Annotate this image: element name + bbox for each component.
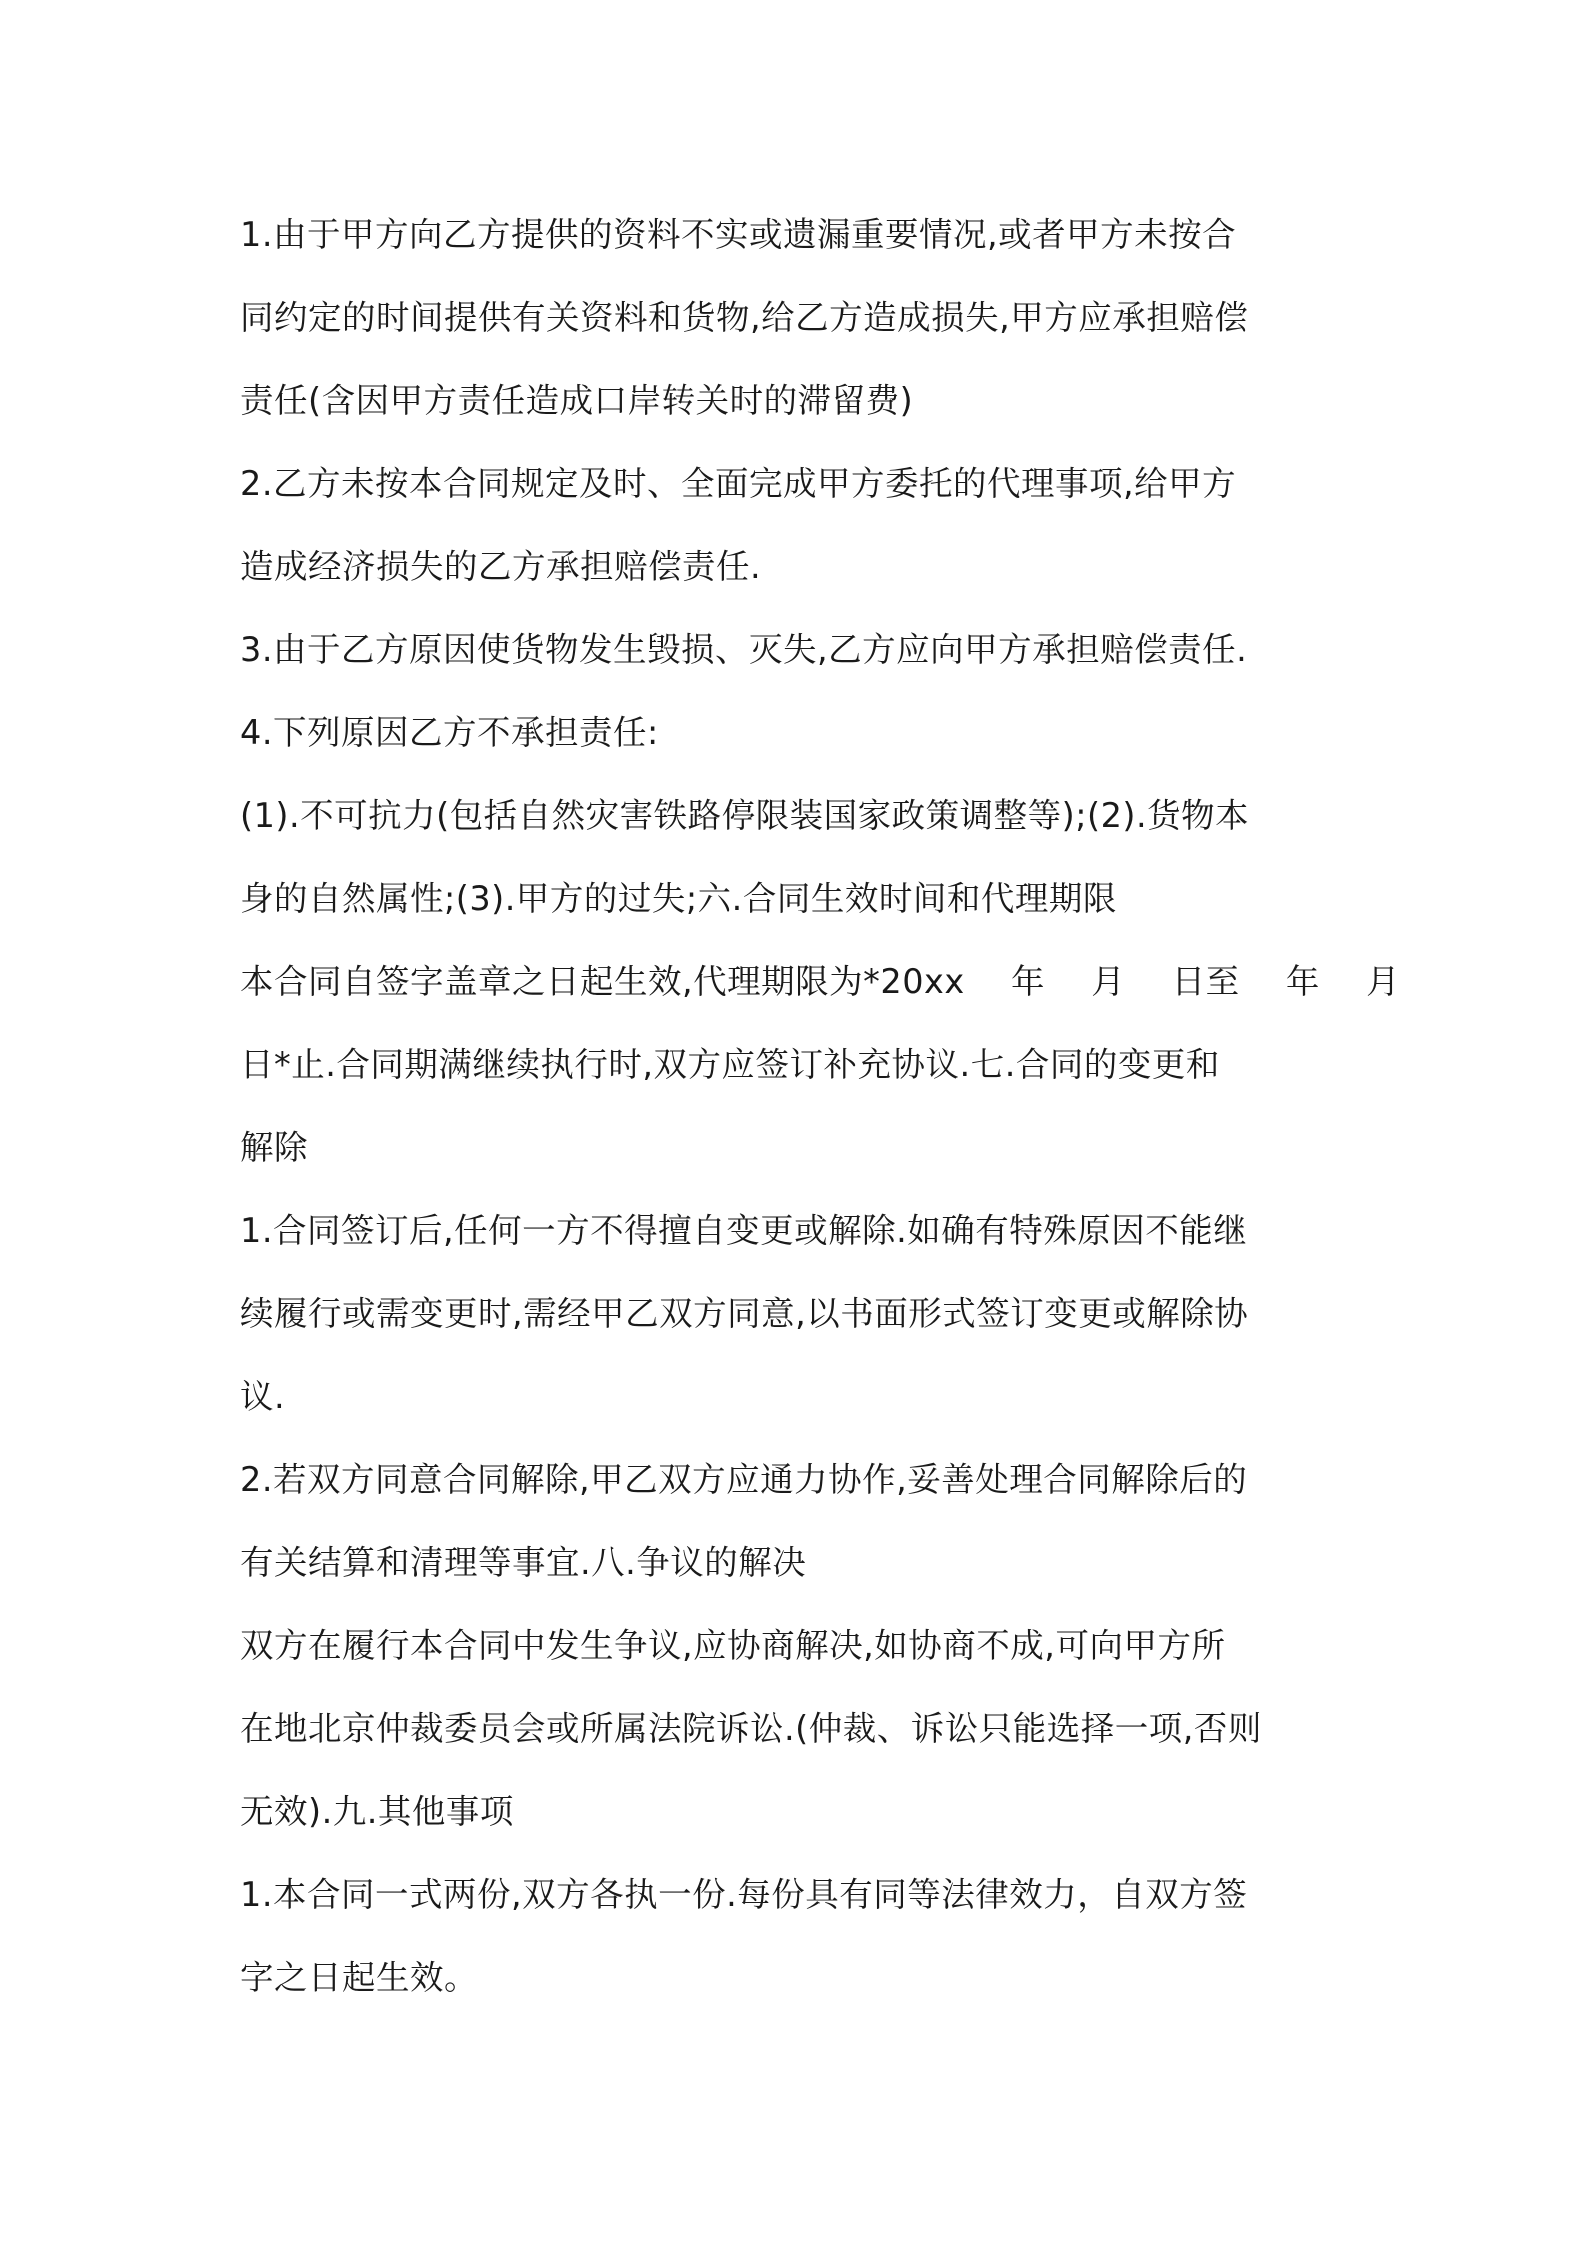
- text-line: (1).不可抗力(包括自然灾害铁路停限装国家政策调整等);(2).货物本: [240, 796, 1250, 835]
- text-line: 造成经济损失的乙方承担赔偿责任.: [240, 547, 762, 586]
- text-line: 1.本合同一式两份,双方各执一份.每份具有同等法律效力，自双方签: [240, 1875, 1248, 1914]
- text-line: 日*止.合同期满继续执行时,双方应签订补充协议.七.合同的变更和: [240, 1045, 1220, 1084]
- text-line: 1.合同签订后,任何一方不得擅自变更或解除.如确有特殊原因不能继: [240, 1211, 1248, 1250]
- text-line: 在地北京仲裁委员会或所属法院诉讼.(仲裁、诉讼只能选择一项,否则: [240, 1709, 1262, 1748]
- text-line: 2.乙方未按本合同规定及时、全面完成甲方委托的代理事项,给甲方: [240, 464, 1237, 503]
- text-line: 双方在履行本合同中发生争议,应协商解决,如协商不成,可向甲方所: [240, 1626, 1226, 1665]
- text-line: 议.: [240, 1377, 286, 1416]
- text-line: 2.若双方同意合同解除,甲乙双方应通力协作,妥善处理合同解除后的: [240, 1460, 1248, 1499]
- text-line: 同约定的时间提供有关资料和货物,给乙方造成损失,甲方应承担赔偿: [240, 298, 1249, 337]
- text-line: 本合同自签字盖章之日起生效,代理期限为*20xx 年 月 日至 年 月: [240, 962, 1401, 1001]
- text-line: 有关结算和清理等事宜.八.争议的解决: [240, 1543, 807, 1582]
- text-line: 字之日起生效。: [240, 1958, 478, 1997]
- text-line: 解除: [240, 1128, 308, 1167]
- text-line: 无效).九.其他事项: [240, 1792, 514, 1831]
- text-line: 责任(含因甲方责任造成口岸转关时的滞留费): [240, 381, 914, 420]
- text-line: 续履行或需变更时,需经甲乙双方同意,以书面形式签订变更或解除协: [240, 1294, 1249, 1333]
- text-line: 1.由于甲方向乙方提供的资料不实或遗漏重要情况,或者甲方未按合: [240, 215, 1237, 254]
- text-line: 4.下列原因乙方不承担责任:: [240, 713, 659, 752]
- document-body: [240, 193, 1401, 2019]
- text-line: 身的自然属性;(3).甲方的过失;六.合同生效时间和代理期限: [240, 879, 1117, 918]
- text-line: 3.由于乙方原因使货物发生毁损、灭失,乙方应向甲方承担赔偿责任.: [240, 630, 1248, 669]
